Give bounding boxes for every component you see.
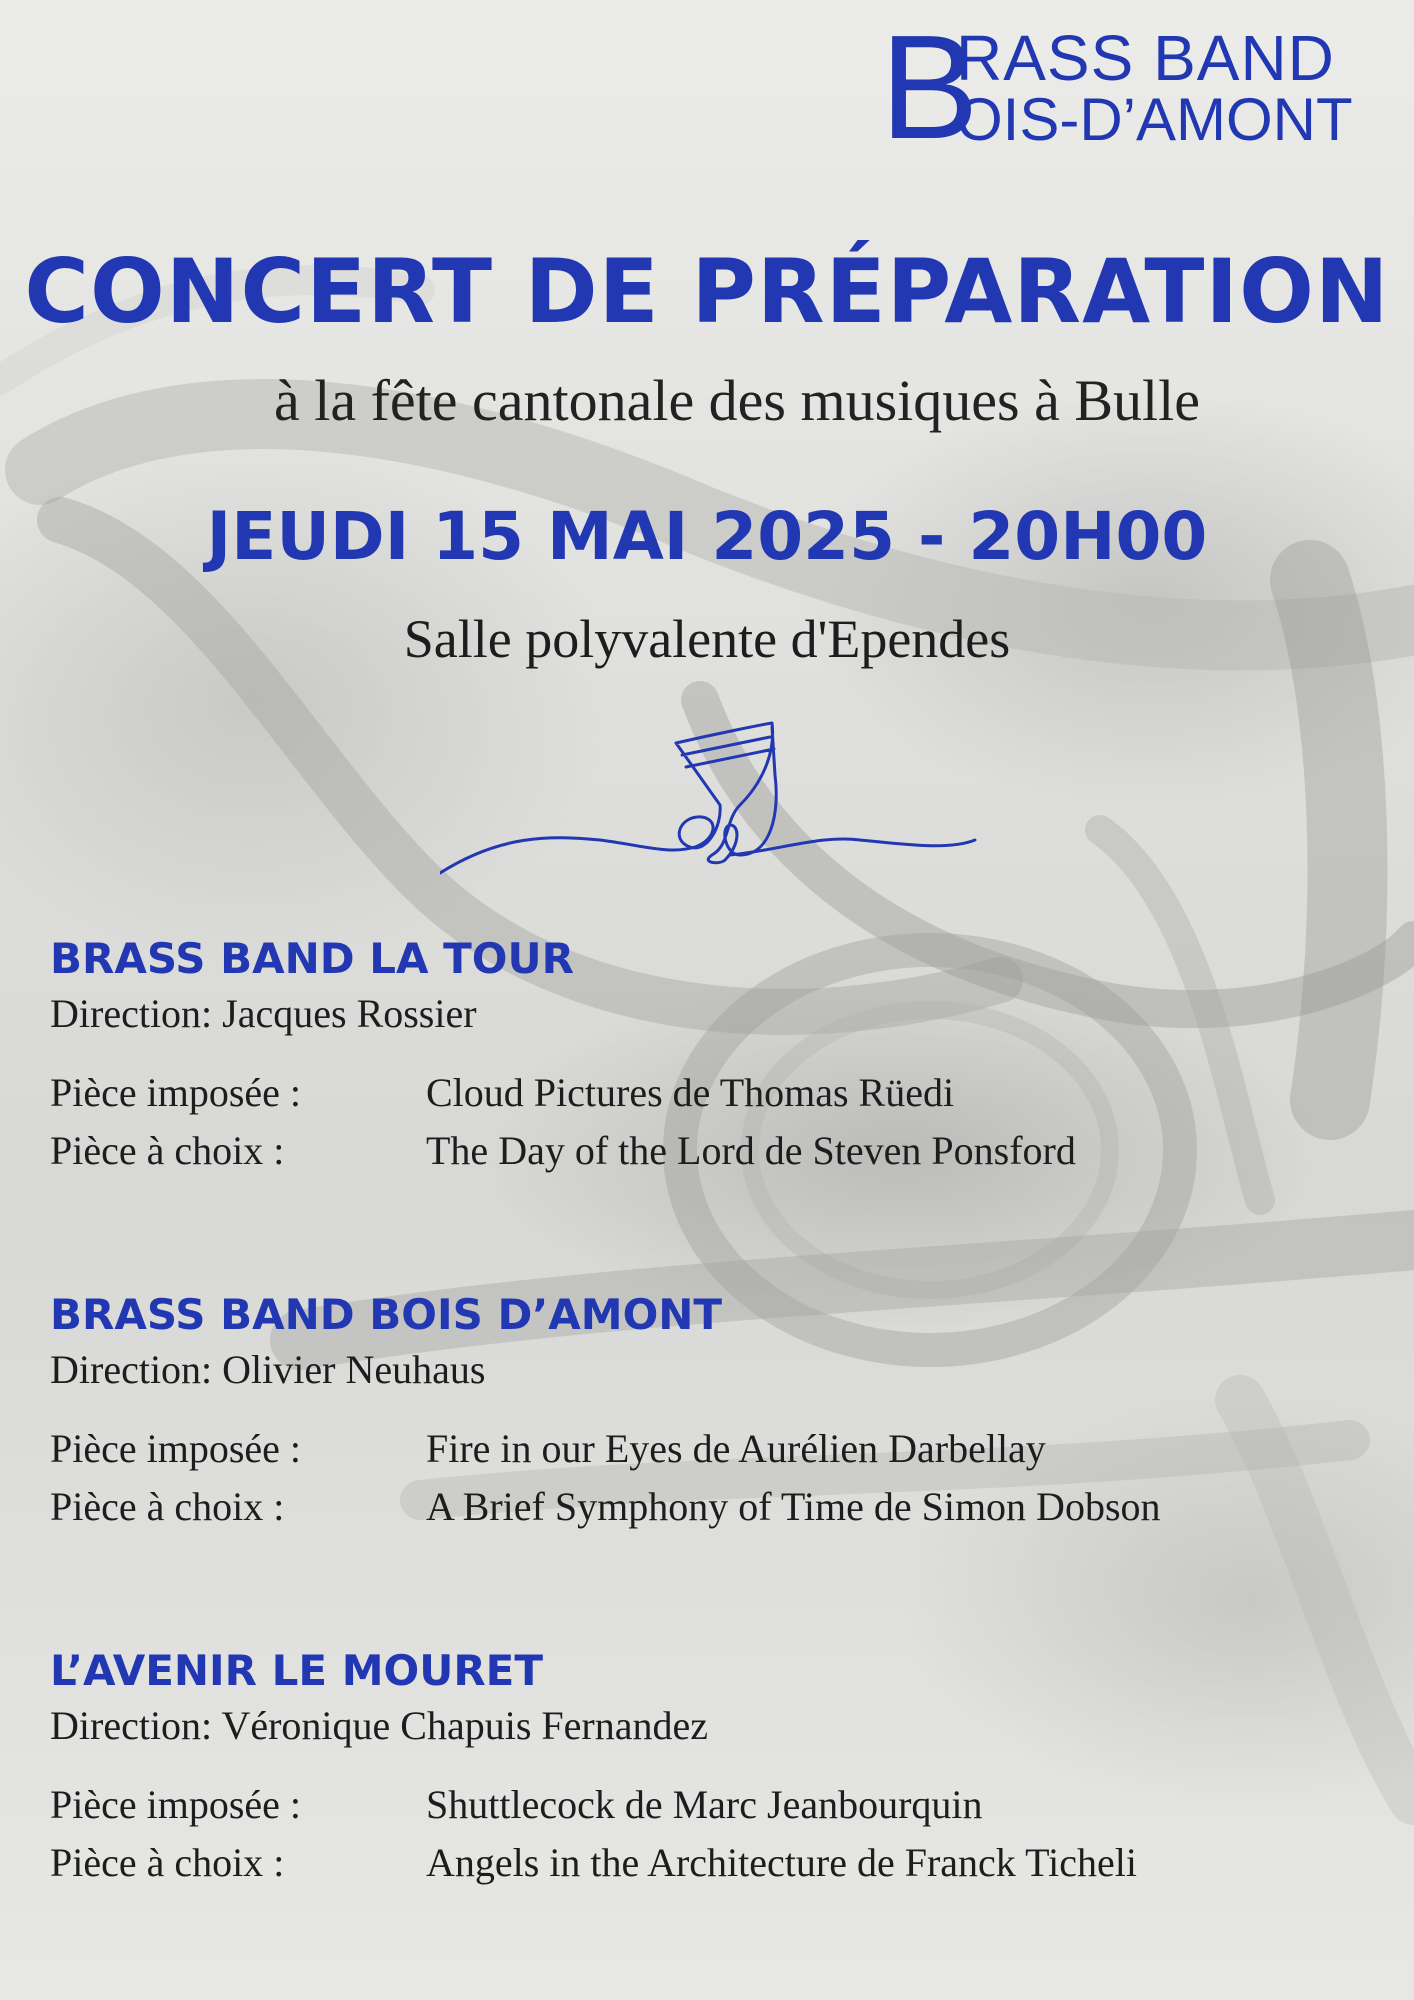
event-venue: Salle polyvalente d'Ependes: [403, 609, 1011, 669]
band-pieces: [50, 1776, 1390, 1892]
piece-choix-label: Pièce à choix :: [50, 1840, 285, 1885]
piece-choix-title: A Brief Symphony of Time de Simon Dobson: [426, 1484, 1161, 1529]
piece-choix-row: [50, 1834, 1390, 1892]
piece-imposee-label: Pièce imposée :: [50, 1782, 302, 1827]
band-name: BRASS BAND LA TOUR: [50, 934, 574, 983]
band-section-1: [50, 934, 1390, 1180]
piece-imposee-row: [50, 1064, 1390, 1122]
band-section-2: [50, 1290, 1390, 1536]
piece-imposee-title: Fire in our Eyes de Aurélien Darbellay: [426, 1426, 1046, 1471]
band-pieces: [50, 1064, 1390, 1180]
piece-imposee-row: [50, 1420, 1390, 1478]
band-section-3: [50, 1646, 1390, 1892]
piece-choix-label: Pièce à choix :: [50, 1128, 285, 1173]
band-name: BRASS BAND BOIS D’AMONT: [50, 1290, 723, 1339]
piece-choix-label: Pièce à choix :: [50, 1484, 285, 1529]
band-direction: Direction: Jacques Rossier: [50, 991, 477, 1036]
band-direction: Direction: Olivier Neuhaus: [50, 1347, 486, 1392]
logo-line-1: RASS BAND: [956, 22, 1335, 94]
piece-imposee-title: Shuttlecock de Marc Jeanbourquin: [426, 1782, 983, 1827]
logo-line-2: OIS-D’AMONT: [956, 86, 1353, 153]
piece-choix-row: [50, 1122, 1390, 1180]
piece-choix-row: [50, 1478, 1390, 1536]
piece-imposee-label: Pièce imposée :: [50, 1070, 302, 1115]
piece-imposee-label: Pièce imposée :: [50, 1426, 302, 1471]
band-name: L’AVENIR LE MOURET: [50, 1646, 544, 1695]
piece-choix-title: The Day of the Lord de Steven Ponsford: [426, 1128, 1076, 1173]
band-pieces: [50, 1420, 1390, 1536]
band-direction: Direction: Véronique Chapuis Fernandez: [50, 1703, 708, 1748]
piece-choix-title: Angels in the Architecture de Franck Ticheli: [426, 1840, 1137, 1885]
music-note-icon: [440, 715, 980, 885]
brass-band-logo: [880, 5, 1380, 170]
logo-initial: B: [880, 5, 975, 170]
poster-subtitle: à la fête cantonale des musiques à Bulle: [273, 368, 1201, 433]
poster-title: CONCERT DE PRÉPARATION: [24, 240, 1390, 343]
event-date: JEUDI 15 MAI 2025 - 20H00: [206, 498, 1208, 575]
piece-imposee-title: Cloud Pictures de Thomas Rüedi: [426, 1070, 955, 1115]
piece-imposee-row: [50, 1776, 1390, 1834]
